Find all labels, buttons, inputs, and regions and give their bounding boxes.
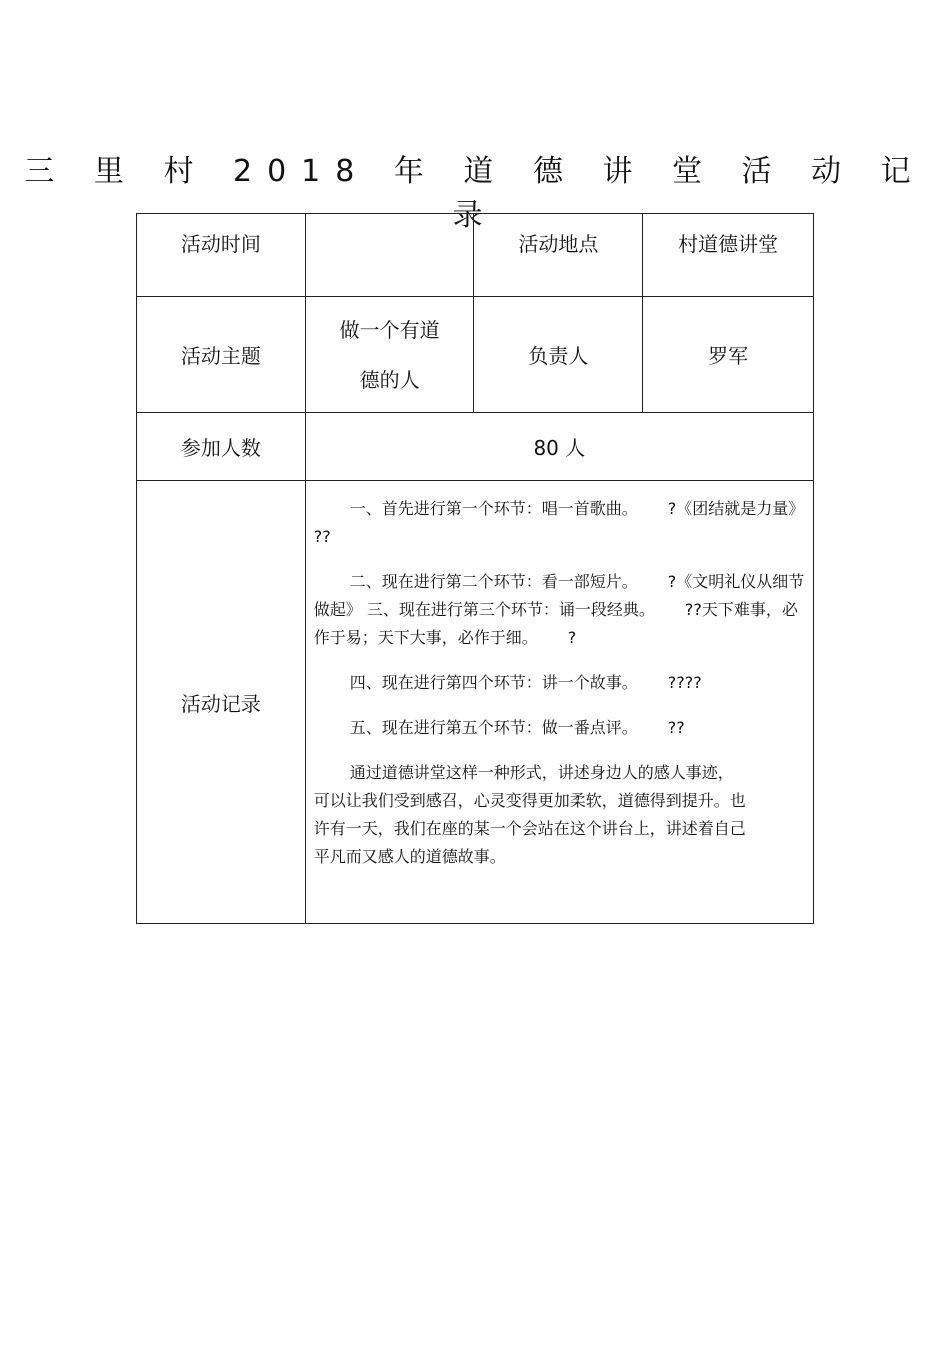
table-row	[137, 481, 814, 924]
leader-value: 罗军	[643, 297, 814, 413]
page-title: 三 里 村 2018 年 道 德 讲 堂 活 动 记 录	[24, 154, 926, 233]
record-label: 活动记录	[137, 481, 306, 924]
record-paragraph-5: 通过道德讲堂这样一种形式，讲述身边人的感人事迹，可以让我们受到感召，心灵变得更加柔软，道德得到提升。也许有一天，我们在座的某一个会站在这个讲台上，讲述着自己平凡而又感人的道德故事。	[313, 763, 746, 866]
attendance-value: 80 人	[305, 413, 813, 481]
theme-value	[305, 297, 474, 413]
theme-value-line1: 做一个有道	[339, 317, 440, 342]
record-content	[305, 481, 813, 924]
attendance-label: 参加人数	[137, 413, 306, 481]
time-label: 活动时间	[137, 214, 306, 297]
record-paragraph-3: 四、现在进行第四个环节：讲一个故事。 ????	[349, 673, 702, 692]
theme-value-line2: 德的人	[359, 367, 420, 392]
time-value	[305, 214, 474, 297]
table-row	[137, 297, 814, 413]
record-paragraph-4: 五、现在进行第五个环节：做一番点评。 ??	[349, 718, 685, 737]
activity-record-table	[136, 213, 814, 924]
table-row	[137, 214, 814, 297]
place-value: 村道德讲堂	[643, 214, 814, 297]
theme-label: 活动主题	[137, 297, 306, 413]
table-row	[137, 413, 814, 481]
leader-label: 负责人	[474, 297, 643, 413]
record-paragraph-1: 一、首先进行第一个环节：唱一首歌曲。 ?《团结就是力量》 ??	[313, 499, 805, 546]
place-label: 活动地点	[474, 214, 643, 297]
record-paragraph-2: 二、现在进行第二个环节：看一部短片。 ?《文明礼仪从细节做起》 三、现在进行第三个环节：诵一段经典。 ??天下难事，必作于易；天下大事，必作于细。 ?	[313, 572, 805, 647]
